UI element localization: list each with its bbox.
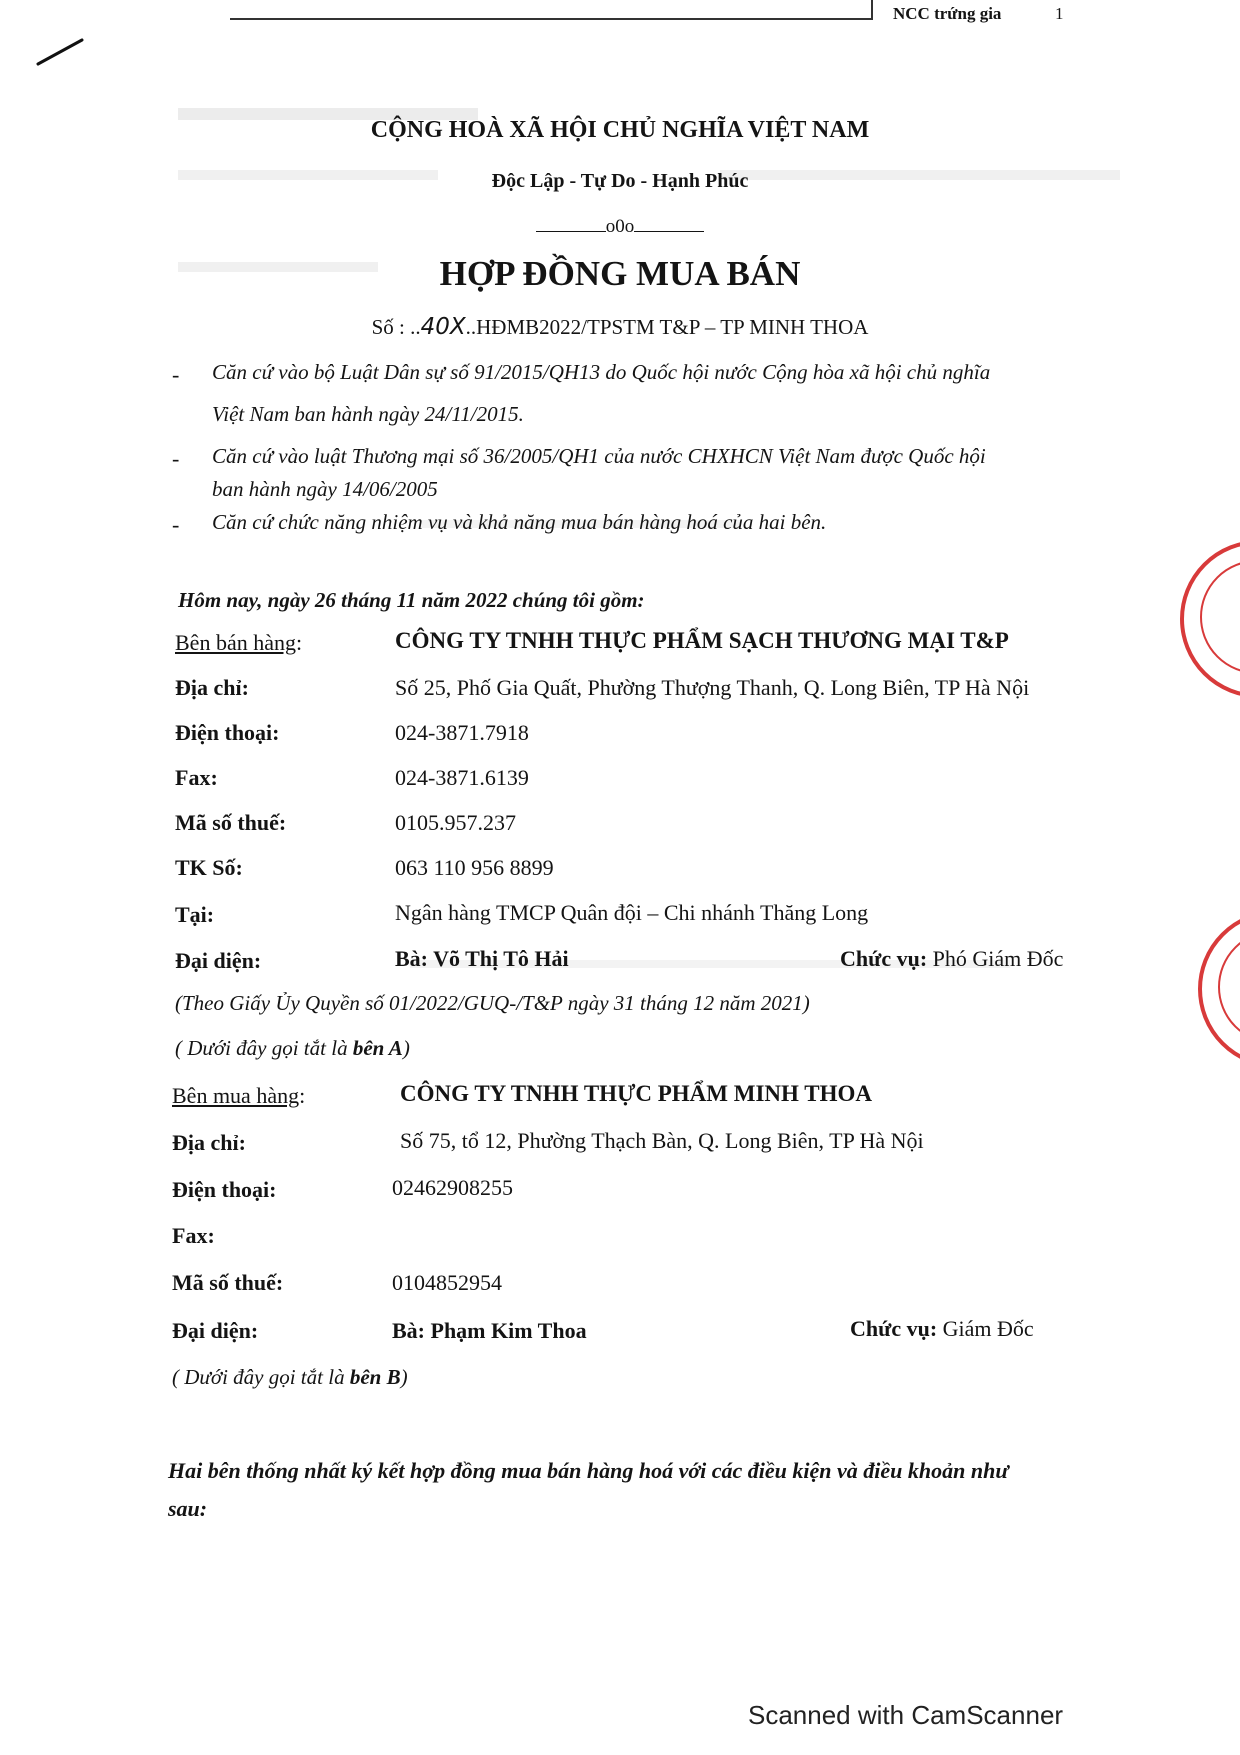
seller-address-label: Địa chỉ: bbox=[175, 675, 249, 700]
agreement-line2: sau: bbox=[168, 1496, 208, 1521]
buyer-address-label: Địa chỉ: bbox=[172, 1130, 246, 1155]
buyer-name: CÔNG TY TNHH THỰC PHẨM MINH THOA bbox=[400, 1081, 872, 1106]
seller-alias-name: bên A bbox=[352, 1036, 403, 1060]
seller-alias-prefix: ( Dưới đây gọi tắt là bbox=[175, 1036, 353, 1060]
legal-basis-2-line2: ban hành ngày 14/06/2005 bbox=[212, 477, 438, 501]
scanner-watermark: Scanned with CamScanner bbox=[748, 1700, 1064, 1730]
motto: Độc Lập - Tự Do - Hạnh Phúc bbox=[491, 170, 749, 192]
legal-basis-3-line1: Căn cứ chức năng nhiệm vụ và khả năng mua bán hàng hoá của hai bên. bbox=[212, 510, 827, 534]
buyer-phone: 02462908255 bbox=[392, 1175, 513, 1200]
legal-basis-1-line2: Việt Nam ban hành ngày 24/11/2015. bbox=[212, 402, 524, 426]
bullet-dash: - bbox=[172, 446, 180, 471]
legal-basis-1-line1: Căn cứ vào bộ Luật Dân sự số 91/2015/QH13 do Quốc hội nước Cộng hòa xã hội chủ nghĩa bbox=[212, 360, 991, 384]
buyer-tax-label: Mã số thuế: bbox=[172, 1270, 284, 1295]
seller-position bbox=[840, 946, 1063, 972]
seller-name: CÔNG TY TNHH THỰC PHẨM SẠCH THƯƠNG MẠI T&P bbox=[395, 628, 1009, 653]
buyer-rep-label: Đại diện: bbox=[172, 1318, 259, 1343]
buyer-section-label-text: Bên mua hàng bbox=[172, 1083, 300, 1108]
contract-number-suffix: ..HĐMB2022/TPSTM T&P – TP MINH THOA bbox=[465, 315, 869, 339]
intro-line: Hôm nay, ngày 26 tháng 11 năm 2022 chúng tôi gồm: bbox=[178, 588, 645, 612]
ornament bbox=[0, 216, 1240, 238]
seller-position-label: Chức vụ: bbox=[840, 946, 928, 971]
buyer-alias bbox=[172, 1365, 408, 1390]
seal-top-inner bbox=[1200, 560, 1240, 674]
seller-fax: 024-3871.6139 bbox=[395, 765, 529, 790]
top-scan-rule-tick bbox=[871, 0, 873, 20]
seal-bottom bbox=[1198, 910, 1240, 1068]
ornament-rule-left bbox=[536, 231, 606, 232]
bullet-dash: - bbox=[172, 362, 180, 387]
contract-number-handwritten: 40X bbox=[420, 314, 466, 340]
seller-position-value: Phó Giám Đốc bbox=[932, 946, 1064, 971]
contract-title: HỢP ĐỒNG MUA BÁN bbox=[439, 254, 801, 293]
seller-address: Số 25, Phố Gia Quất, Phường Thượng Thanh, Q. Long Biên, TP Hà Nội bbox=[395, 675, 1030, 700]
seal-bottom-inner bbox=[1218, 930, 1240, 1044]
buyer-alias-prefix: ( Dưới đây gọi tắt là bbox=[172, 1365, 350, 1389]
seller-tax: 0105.957.237 bbox=[395, 810, 516, 835]
seller-bank: Ngân hàng TMCP Quân đội – Chi nhánh Thăng Long bbox=[395, 900, 869, 925]
buyer-alias-suffix: ) bbox=[400, 1365, 408, 1389]
seller-phone: 024-3871.7918 bbox=[395, 720, 529, 745]
top-note: NCC trứng gia bbox=[893, 4, 1002, 23]
contract-number-prefix: Số : .. bbox=[371, 315, 421, 339]
buyer-address: Số 75, tổ 12, Phường Thạch Bàn, Q. Long Biên, TP Hà Nội bbox=[400, 1128, 924, 1153]
top-page-mark: 1 bbox=[1055, 4, 1064, 23]
seller-authorization: (Theo Giấy Ủy Quyền số 01/2022/GUQ-/T&P ngày 31 tháng 12 năm 2021) bbox=[175, 991, 810, 1015]
buyer-phone-label: Điện thoại: bbox=[172, 1177, 277, 1202]
buyer-position bbox=[850, 1316, 1034, 1342]
seller-section-label: Bên bán hàng: bbox=[175, 630, 303, 655]
agreement-line1: Hai bên thống nhất ký kết hợp đồng mua bán hàng hoá với các điều kiện và điều khoản như bbox=[168, 1458, 1009, 1483]
seller-phone-label: Điện thoại: bbox=[175, 720, 280, 745]
buyer-fax-label: Fax: bbox=[172, 1223, 215, 1248]
seller-section-label-text: Bên bán hàng bbox=[175, 630, 296, 655]
ornament-rule-right bbox=[634, 231, 704, 232]
seller-fax-label: Fax: bbox=[175, 765, 218, 790]
seal-top bbox=[1180, 540, 1240, 698]
seller-account: 063 110 956 8899 bbox=[395, 855, 554, 880]
pen-mark bbox=[30, 30, 90, 70]
ornament-text: o0o bbox=[605, 216, 635, 237]
buyer-position-value: Giám Đốc bbox=[942, 1316, 1034, 1341]
seller-account-label: TK Số: bbox=[175, 855, 243, 880]
top-scan-rule bbox=[230, 18, 872, 20]
seller-rep-label: Đại diện: bbox=[175, 948, 262, 973]
buyer-rep: Bà: Phạm Kim Thoa bbox=[392, 1318, 587, 1343]
seller-tax-label: Mã số thuế: bbox=[175, 810, 287, 835]
buyer-section-label: Bên mua hàng: bbox=[172, 1083, 306, 1108]
buyer-alias-name: bên B bbox=[349, 1365, 401, 1389]
bullet-dash: - bbox=[172, 512, 180, 537]
contract-number bbox=[0, 314, 1240, 340]
seller-alias-suffix: ) bbox=[402, 1036, 410, 1060]
seller-alias bbox=[175, 1036, 410, 1061]
buyer-position-label: Chức vụ: bbox=[850, 1316, 938, 1341]
seller-rep: Bà: Võ Thị Tô Hải bbox=[395, 946, 569, 971]
seller-bank-label: Tại: bbox=[175, 902, 215, 927]
national-title: CỘNG HOÀ XÃ HỘI CHỦ NGHĨA VIỆT NAM bbox=[370, 117, 870, 143]
buyer-tax: 0104852954 bbox=[392, 1270, 502, 1295]
legal-basis-2-line1: Căn cứ vào luật Thương mại số 36/2005/QH1 của nước CHXHCN Việt Nam được Quốc hội bbox=[212, 444, 986, 468]
